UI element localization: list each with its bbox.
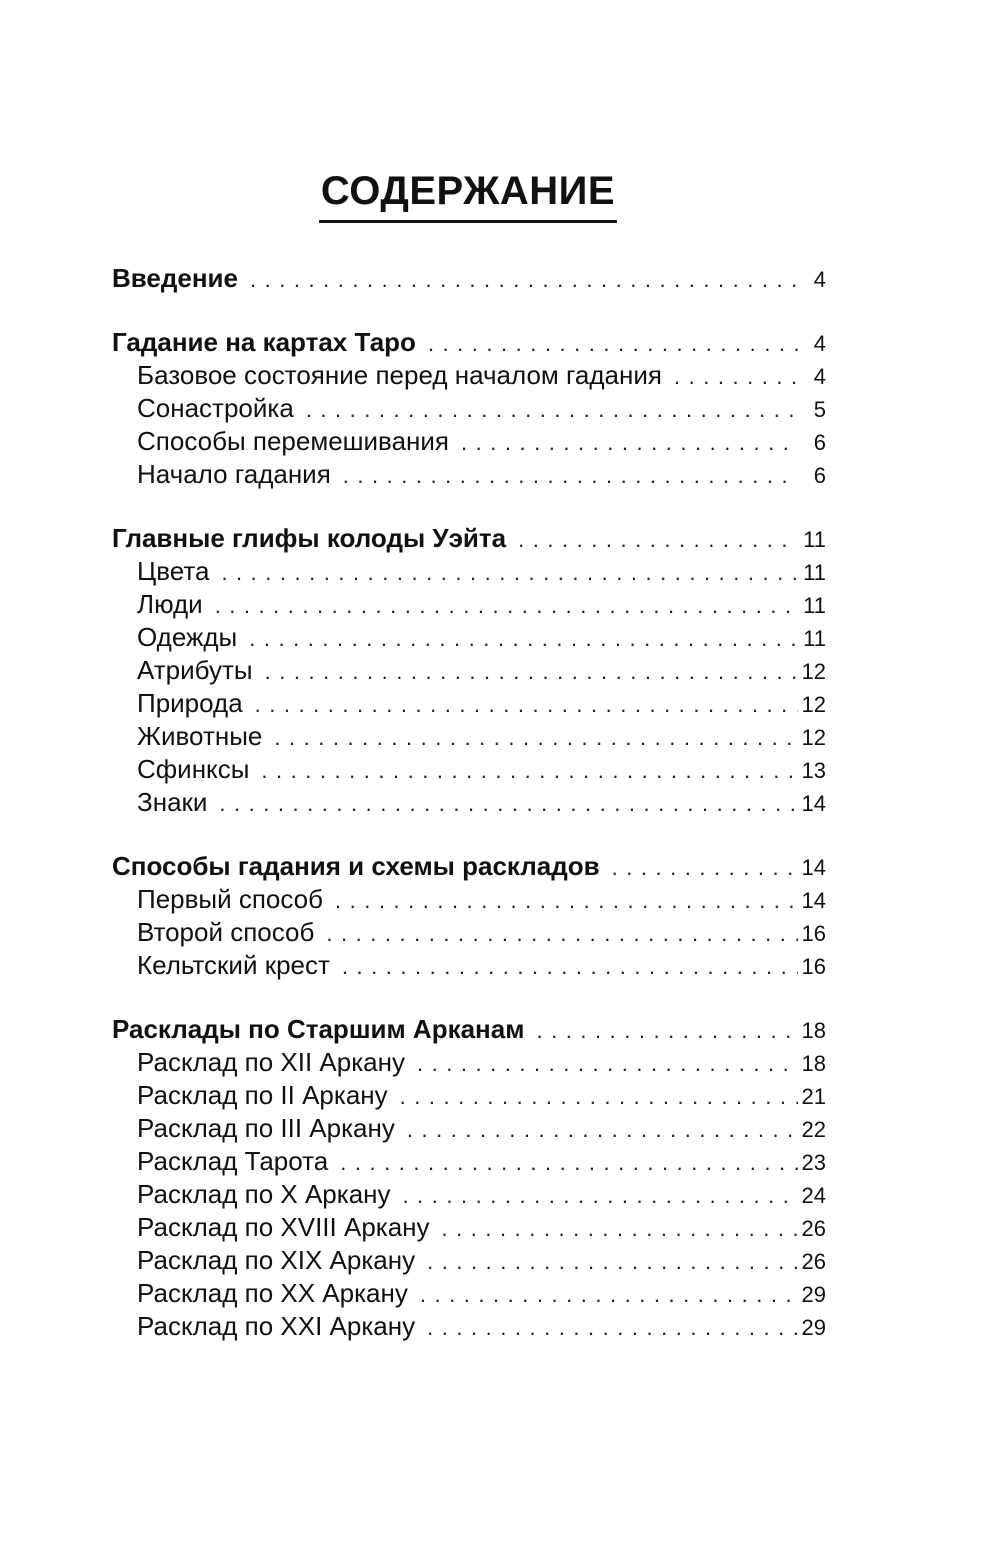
dot-leader [408,1278,798,1311]
toc-subentry[interactable] [112,1211,826,1244]
dot-leader [388,1080,798,1113]
toc-subentry[interactable] [112,588,826,621]
page-number: 11 [803,527,826,552]
entry-label: Введение [112,263,238,293]
dot-leader [328,1146,798,1179]
toc-subentry[interactable] [112,1244,826,1277]
page-number: 12 [801,659,826,684]
entry-label: Расклад по XII Аркану [137,1047,405,1077]
toc-subentry[interactable] [112,555,826,588]
page-number: 4 [813,364,826,389]
page-title: СОДЕРЖАНИЕ [319,168,617,223]
entry-label: Расклады по Старшим Арканам [112,1014,525,1044]
entry-label: Первый способ [137,884,324,914]
toc-section [112,522,826,819]
page-number: 13 [801,758,826,783]
entry-label: Начало гадания [137,459,331,489]
entry-label: Базовое состояние перед началом гадания [137,360,662,390]
page-number: 29 [801,1315,826,1340]
entry-label: Цвета [137,556,210,586]
dot-leader [323,884,798,917]
entry-label: Расклад по III Аркану [137,1113,395,1143]
page-number: 4 [813,267,826,292]
page-number: 26 [801,1216,826,1241]
entry-label: Второй способ [137,917,315,947]
dot-leader [524,1014,798,1047]
entry-label: Расклад Тарота [137,1146,329,1176]
page-number: 29 [801,1282,826,1307]
toc-subentry[interactable] [112,1079,826,1112]
toc-heading-entry[interactable] [112,326,826,359]
dot-leader [415,1311,798,1344]
toc-subentry[interactable] [112,359,826,392]
page-number: 24 [801,1183,826,1208]
entry-label: Сонастройка [137,393,294,423]
dot-leader [237,622,798,655]
toc-subentry[interactable] [112,654,826,687]
entry-label: Расклад по II Аркану [137,1080,388,1110]
toc-subentry[interactable] [112,458,826,491]
dot-leader [207,787,798,820]
dot-leader [262,721,798,754]
dot-leader [662,360,798,393]
page-number: 16 [801,954,826,979]
page-number: 14 [801,855,826,880]
dot-leader [314,917,798,950]
entry-label: Атрибуты [137,655,253,685]
toc-section [112,262,826,295]
dot-leader [331,459,798,492]
entry-label: Сфинксы [137,754,250,784]
toc-section [112,326,826,491]
entry-label: Расклад по X Аркану [137,1179,391,1209]
dot-leader [600,851,798,884]
dot-leader [405,1047,798,1080]
toc-section [112,850,826,982]
toc-subentry[interactable] [112,720,826,753]
toc-subentry[interactable] [112,916,826,949]
dot-leader [391,1179,798,1212]
entry-label: Расклад по XX Аркану [137,1278,408,1308]
dot-leader [243,688,798,721]
dot-leader [253,655,798,688]
page-number: 12 [801,692,826,717]
toc-subentry[interactable] [112,1112,826,1145]
entry-label: Главные глифы колоды Уэйта [112,523,507,553]
page-number: 23 [801,1150,826,1175]
dot-leader [203,589,798,622]
dot-leader [238,263,798,296]
page-number: 4 [813,331,826,356]
entry-label: Расклад по XVIII Аркану [137,1212,430,1242]
entry-label: Животные [137,721,263,751]
dot-leader [430,1212,798,1245]
toc-subentry[interactable] [112,753,826,786]
dot-leader [249,754,798,787]
page-number: 18 [801,1051,826,1076]
toc-subentry[interactable] [112,1178,826,1211]
entry-label: Способы гадания и схемы раскладов [112,851,600,881]
dot-leader [209,556,798,589]
dot-leader [506,523,798,556]
toc-subentry[interactable] [112,1277,826,1310]
toc-heading-entry[interactable] [112,850,826,883]
page-number: 22 [801,1117,826,1142]
entry-label: Расклад по XIX Аркану [137,1245,416,1275]
toc-subentry[interactable] [112,687,826,720]
dot-leader [416,327,798,360]
title-wrap [0,168,936,223]
page-number: 11 [803,560,826,585]
dot-leader [415,1245,798,1278]
entry-label: Гадание на картах Таро [112,327,416,357]
toc-subentry[interactable] [112,883,826,916]
entry-label: Кельтский крест [137,950,330,980]
entry-label: Люди [137,589,203,619]
page-number: 14 [801,791,826,816]
dot-leader [294,393,798,426]
toc-subentry[interactable] [112,392,826,425]
page-number: 14 [801,888,826,913]
page-number: 26 [801,1249,826,1274]
page-number: 6 [813,463,826,488]
page-number: 11 [803,593,826,618]
table-of-contents [112,262,826,1374]
entry-label: Способы перемешивания [137,426,449,456]
toc-subentry[interactable] [112,949,826,982]
toc-subentry[interactable] [112,1046,826,1079]
toc-subentry[interactable] [112,1310,826,1343]
toc-heading-entry[interactable] [112,262,826,295]
dot-leader [449,426,798,459]
entry-label: Знаки [137,787,208,817]
toc-subentry[interactable] [112,786,826,819]
page-number: 11 [803,626,826,651]
page-number: 21 [801,1084,826,1109]
page-number: 6 [813,430,826,455]
toc-heading-entry[interactable] [112,1013,826,1046]
toc-subentry[interactable] [112,1145,826,1178]
page-number: 18 [801,1018,826,1043]
toc-subentry[interactable] [112,621,826,654]
toc-section [112,1013,826,1343]
entry-label: Одежды [137,622,238,652]
dot-leader [330,950,798,983]
entry-label: Природа [137,688,243,718]
dot-leader [395,1113,798,1146]
toc-heading-entry[interactable] [112,522,826,555]
entry-label: Расклад по XXI Аркану [137,1311,416,1341]
page-number: 16 [801,921,826,946]
page-number: 5 [813,397,826,422]
toc-subentry[interactable] [112,425,826,458]
page-number: 12 [801,725,826,750]
